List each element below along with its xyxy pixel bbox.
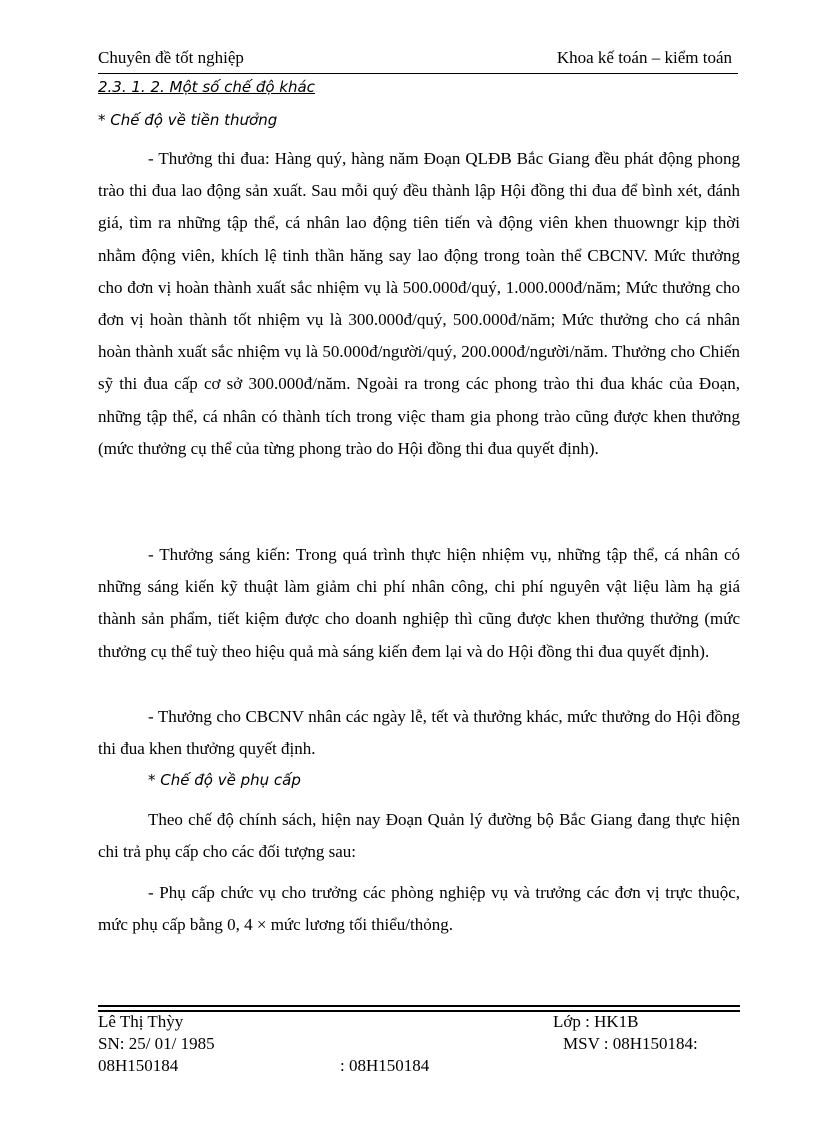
footer-divider-bottom — [98, 1010, 740, 1012]
section-title: 2.3. 1. 2. Một số chế độ khác — [98, 78, 315, 96]
footer-id-right: : 08H150184 — [340, 1056, 430, 1075]
footer-date-of-birth: SN: 25/ 01/ 1985 — [98, 1034, 215, 1053]
header-divider — [98, 73, 738, 74]
footer-class: Lớp : HK1B — [553, 1012, 639, 1031]
subheading-allowance: * Chế độ về phụ cấp — [148, 771, 301, 789]
header-document-type: Chuyên đề tốt nghiệp — [98, 48, 244, 67]
paragraph-initiative-bonus: - Thưởng sáng kiến: Trong quá trình thực hiện nhiệm vụ, những tập thể, cá nhân có những sáng kiến kỹ thuật làm giảm chi phí nhân công, chi phí nguyên vật liệu làm hạ giá thành sản phẩm, tiết kiệm được cho doanh nghiệp thì cũng được khen thưởng thưởng (mức thưởng cụ thể tuỳ theo hiệu quả mà sáng kiến đem lại và do Hội đồng thi đua quyết định). — [98, 545, 740, 661]
footer-student-name: Lê Thị Thỳy — [98, 1012, 184, 1031]
paragraph-allowance-intro: Theo chế độ chính sách, hiện nay Đoạn Quản lý đường bộ Bắc Giang đang thực hiện chi trả phụ cấp cho các đối tượng sau: — [98, 810, 740, 862]
footer-student-id: MSV : 08H150184: — [563, 1034, 698, 1053]
footer-divider-top — [98, 1005, 740, 1007]
footer-id-left: 08H150184 — [98, 1056, 179, 1075]
page-header — [98, 48, 738, 72]
subheading-bonus: * Chế độ về tiền thưởng — [98, 111, 278, 129]
header-faculty: Khoa kế toán – kiểm toán — [556, 48, 732, 67]
paragraph-position-allowance: - Phụ cấp chức vụ cho trưởng các phòng nghiệp vụ và trưởng các đơn vị trực thuộc, mức phụ cấp bằng 0, 4 × mức lương tối thiểu/thỏng. — [98, 883, 740, 935]
paragraph-emulation-bonus: - Thưởng thi đua: Hàng quý, hàng năm Đoạn QLĐB Bắc Giang đều phát động phong trào thi đua lao động sản xuất. Sau mỗi quý đều thành lập Hội đồng thi đua để bình xét, đánh giá, tìm ra những tập thể, cá nhân lao động tiên tiến và động viên khen thuowngr kịp thời nhằm động viên, khích lệ tinh thần hăng say lao động trong toàn thể CBCNV. Mức thưởng cho đơn vị hoàn thành xuất sắc nhiệm vụ là 500.000đ/quý, 1.000.000đ/năm; Mức thưởng cho đơn vị hoàn thành tốt nhiệm vụ là 300.000đ/quý, 500.000đ/năm; Mức thưởng cho cá nhân hoàn thành xuất sắc nhiệm vụ là 50.000đ/người/quý, 200.000đ/người/năm. Thưởng cho Chiến sỹ thi đua cấp cơ sở 300.000đ/năm. Ngoài ra trong các phong trào thi đua khác của Đoạn, những tập thể, cá nhân có thành tích trong việc tham gia phong trào cũng được khen thưởng (mức thưởng cụ thể của từng phong trào do Hội đồng thi đua quyết định). — [98, 149, 740, 458]
paragraph-holiday-bonus: - Thưởng cho CBCNV nhân các ngày lễ, tết và thưởng khác, mức thưởng do Hội đồng thi đua khen thưởng quyết định. — [98, 707, 740, 759]
